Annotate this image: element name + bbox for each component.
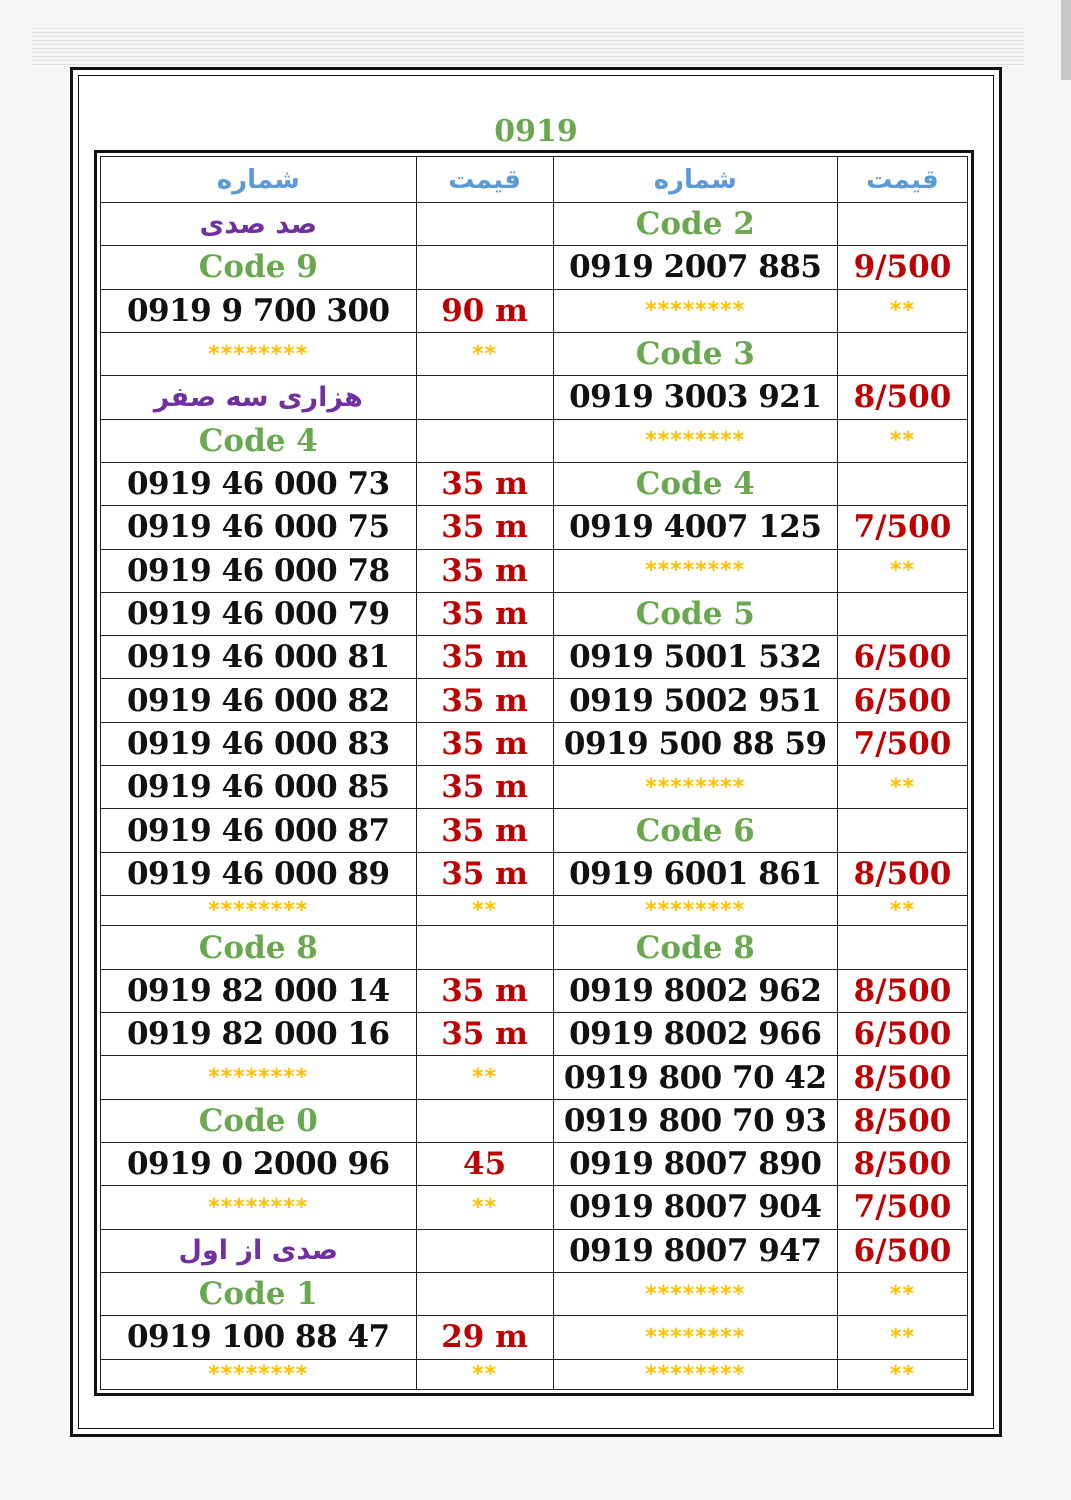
left-price-cell: **: [416, 1186, 553, 1229]
table-row: [101, 246, 968, 289]
right-number-cell: 0919 8002 966: [553, 1013, 837, 1056]
left-price-cell: **: [416, 896, 553, 926]
table-row: [101, 332, 968, 375]
left-number-cell: هزاری سه صفر: [101, 376, 417, 419]
left-number-cell: 0919 46 000 87: [101, 809, 417, 852]
right-price-cell: 8/500: [837, 852, 967, 895]
table-row: [101, 462, 968, 505]
left-number-cell: 0919 46 000 85: [101, 766, 417, 809]
left-price-cell: 45: [416, 1142, 553, 1185]
left-price-cell: [416, 376, 553, 419]
left-price-cell: 35 m: [416, 969, 553, 1012]
table-row: [101, 1142, 968, 1185]
left-number-cell: ********: [101, 1359, 417, 1389]
header-price-right: قیمت: [837, 157, 967, 203]
left-number-cell: Code 9: [101, 246, 417, 289]
right-number-cell: Code 6: [553, 809, 837, 852]
right-number-cell: 0919 8007 904: [553, 1186, 837, 1229]
table-row: [101, 419, 968, 462]
left-number-cell: ********: [101, 1056, 417, 1099]
right-number-cell: ********: [553, 549, 837, 592]
table-row: [101, 636, 968, 679]
right-number-cell: 0919 800 70 93: [553, 1099, 837, 1142]
right-price-cell: **: [837, 896, 967, 926]
right-price-cell: 6/500: [837, 1229, 967, 1272]
left-number-cell: Code 8: [101, 926, 417, 969]
left-price-cell: 35 m: [416, 462, 553, 505]
left-price-cell: 35 m: [416, 852, 553, 895]
table-row: [101, 766, 968, 809]
right-price-cell: [837, 203, 967, 246]
table-row: [101, 1056, 968, 1099]
right-number-cell: 0919 3003 921: [553, 376, 837, 419]
table-row: [101, 203, 968, 246]
table-row: [101, 592, 968, 635]
right-number-cell: ********: [553, 1272, 837, 1315]
right-price-cell: **: [837, 1316, 967, 1359]
left-price-cell: 35 m: [416, 809, 553, 852]
left-price-cell: 35 m: [416, 1013, 553, 1056]
right-price-cell: [837, 926, 967, 969]
right-number-cell: ********: [553, 896, 837, 926]
left-number-cell: ********: [101, 1186, 417, 1229]
left-number-cell: صدی از اول: [101, 1229, 417, 1272]
left-price-cell: [416, 246, 553, 289]
right-number-cell: ********: [553, 419, 837, 462]
left-number-cell: 0919 46 000 81: [101, 636, 417, 679]
right-price-cell: 8/500: [837, 376, 967, 419]
table-row: [101, 376, 968, 419]
table-row: [101, 926, 968, 969]
right-number-cell: ********: [553, 289, 837, 332]
left-price-cell: 35 m: [416, 506, 553, 549]
table-row: [101, 1013, 968, 1056]
left-number-cell: 0919 46 000 83: [101, 722, 417, 765]
table-row: [101, 679, 968, 722]
left-number-cell: 0919 100 88 47: [101, 1316, 417, 1359]
right-price-cell: 7/500: [837, 722, 967, 765]
right-number-cell: ********: [553, 1359, 837, 1389]
right-number-cell: 0919 4007 125: [553, 506, 837, 549]
left-number-cell: 0919 46 000 79: [101, 592, 417, 635]
table-row: [101, 896, 968, 926]
right-number-cell: Code 8: [553, 926, 837, 969]
left-price-cell: 35 m: [416, 766, 553, 809]
right-number-cell: 0919 5001 532: [553, 636, 837, 679]
left-price-cell: 29 m: [416, 1316, 553, 1359]
table-row: [101, 852, 968, 895]
left-number-cell: 0919 46 000 78: [101, 549, 417, 592]
left-price-cell: 35 m: [416, 722, 553, 765]
right-price-cell: 6/500: [837, 636, 967, 679]
right-number-cell: ********: [553, 766, 837, 809]
right-number-cell: Code 5: [553, 592, 837, 635]
right-price-cell: [837, 332, 967, 375]
left-number-cell: ********: [101, 896, 417, 926]
page-title: 0919: [494, 114, 578, 149]
right-number-cell: 0919 8007 947: [553, 1229, 837, 1272]
table-row: [101, 549, 968, 592]
table-row: [101, 1359, 968, 1389]
right-price-cell: **: [837, 1272, 967, 1315]
left-price-cell: 35 m: [416, 592, 553, 635]
right-number-cell: 0919 5002 951: [553, 679, 837, 722]
right-price-cell: [837, 809, 967, 852]
right-number-cell: 0919 800 70 42: [553, 1056, 837, 1099]
right-price-cell: **: [837, 549, 967, 592]
left-price-cell: **: [416, 1359, 553, 1389]
left-number-cell: 0919 46 000 73: [101, 462, 417, 505]
table-row: [101, 506, 968, 549]
table-row: [101, 969, 968, 1012]
right-price-cell: **: [837, 289, 967, 332]
left-price-cell: 90 m: [416, 289, 553, 332]
header-number-left: شماره: [101, 157, 417, 203]
left-number-cell: 0919 82 000 16: [101, 1013, 417, 1056]
right-number-cell: Code 4: [553, 462, 837, 505]
right-price-cell: 6/500: [837, 1013, 967, 1056]
right-price-cell: 7/500: [837, 1186, 967, 1229]
price-table-frame: [94, 150, 974, 1396]
left-price-cell: 35 m: [416, 636, 553, 679]
left-price-cell: [416, 1272, 553, 1315]
left-number-cell: ********: [101, 332, 417, 375]
right-price-cell: **: [837, 766, 967, 809]
right-price-cell: 7/500: [837, 506, 967, 549]
left-number-cell: 0919 46 000 82: [101, 679, 417, 722]
left-number-cell: 0919 0 2000 96: [101, 1142, 417, 1185]
right-price-cell: 8/500: [837, 969, 967, 1012]
left-number-cell: 0919 46 000 89: [101, 852, 417, 895]
table-row: [101, 722, 968, 765]
table-header-row: [101, 157, 968, 203]
right-number-cell: 0919 8002 962: [553, 969, 837, 1012]
right-price-cell: **: [837, 1359, 967, 1389]
ruled-lines: [32, 28, 1024, 66]
price-table: [100, 156, 968, 1390]
left-price-cell: [416, 1229, 553, 1272]
right-number-cell: ********: [553, 1316, 837, 1359]
left-number-cell: صد صدی: [101, 203, 417, 246]
left-price-cell: **: [416, 332, 553, 375]
left-price-cell: 35 m: [416, 679, 553, 722]
right-number-cell: 0919 500 88 59: [553, 722, 837, 765]
left-price-cell: [416, 203, 553, 246]
left-number-cell: Code 1: [101, 1272, 417, 1315]
right-number-cell: 0919 2007 885: [553, 246, 837, 289]
header-number-right: شماره: [553, 157, 837, 203]
right-price-cell: 8/500: [837, 1056, 967, 1099]
header-price-left: قیمت: [416, 157, 553, 203]
table-row: [101, 1316, 968, 1359]
right-number-cell: 0919 6001 861: [553, 852, 837, 895]
left-number-cell: 0919 9 700 300: [101, 289, 417, 332]
left-number-cell: Code 4: [101, 419, 417, 462]
right-price-cell: [837, 462, 967, 505]
table-row: [101, 809, 968, 852]
right-number-cell: 0919 8007 890: [553, 1142, 837, 1185]
left-price-cell: [416, 419, 553, 462]
left-price-cell: **: [416, 1056, 553, 1099]
left-price-cell: [416, 1099, 553, 1142]
table-row: [101, 1186, 968, 1229]
left-price-cell: [416, 926, 553, 969]
table-row: [101, 1099, 968, 1142]
right-price-cell: [837, 592, 967, 635]
right-price-cell: 9/500: [837, 246, 967, 289]
right-number-cell: Code 2: [553, 203, 837, 246]
scrollbar[interactable]: [1061, 0, 1071, 80]
table-row: [101, 289, 968, 332]
right-price-cell: 6/500: [837, 679, 967, 722]
right-price-cell: **: [837, 419, 967, 462]
right-price-cell: 8/500: [837, 1142, 967, 1185]
table-row: [101, 1229, 968, 1272]
table-row: [101, 1272, 968, 1315]
left-number-cell: 0919 46 000 75: [101, 506, 417, 549]
left-number-cell: Code 0: [101, 1099, 417, 1142]
left-number-cell: 0919 82 000 14: [101, 969, 417, 1012]
right-price-cell: 8/500: [837, 1099, 967, 1142]
left-price-cell: 35 m: [416, 549, 553, 592]
right-number-cell: Code 3: [553, 332, 837, 375]
